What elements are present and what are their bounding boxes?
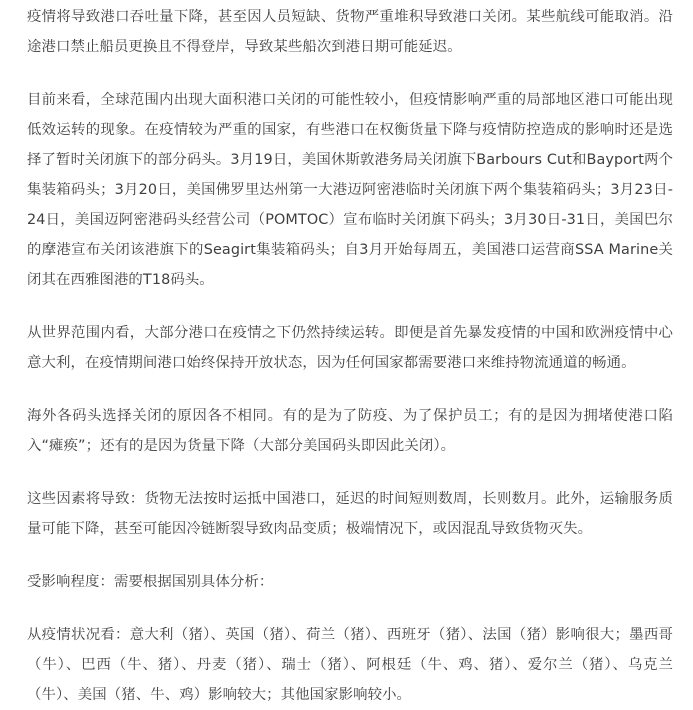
paragraph-country-impact: 从疫情状况看：意大利（猪）、英国（猪）、荷兰（猪）、西班牙（猪）、法国（猪）影响很大；墨西哥（牛）、巴西（牛、猪）、丹麦（猪）、瑞士（猪）、阿根廷（牛、鸡、猪）、爱尔兰（猪）、乌克兰（牛）、美国（猪、牛、鸡）影响较大；其他国家影响较小。 (27, 627, 673, 703)
article-body (27, 2, 673, 710)
paragraph-global-operation: 从世界范围内看，大部分港口在疫情之下仍然持续运转。即便是首先暴发疫情的中国和欧洲疫情中心意大利，在疫情期间港口始终保持开放状态，因为任何国家都需要港口来维持物流通道的畅通。 (27, 325, 673, 371)
paragraph-consequences: 这些因素将导致：货物无法按时运抵中国港口，延迟的时间短则数周，长则数月。此外，运输服务质量可能下降，甚至可能因冷链断裂导致肉品变质；极端情况下，或因混乱导致货物灭失。 (27, 491, 673, 537)
paragraph-port-closures: 目前来看，全球范围内出现大面积港口关闭的可能性较小，但疫情影响严重的局部地区港口可能出现低效运转的现象。在疫情较为严重的国家，有些港口在权衡货量下降与疫情防控造成的影响时还是选择了暂时关闭旗下的部分码头。3月19日，美国休斯敦港务局关闭旗下Barbours Cut和Bayport两个集装箱码头；3月20日，美国佛罗里达州第一大港迈阿密港临时关闭旗下两个集装箱码头；3月23日-24日，美国迈阿密港码头经营公司（POMTOC）宣布临时关闭旗下码头；3月30日-31日，美国巴尔的摩港宣布关闭该港旗下的Seagirt集装箱码头；自3月开始每周五，美国港口运营商SSA Marine关闭其在西雅图港的T18码头。 (27, 92, 673, 288)
paragraph-closure-reasons: 海外各码头选择关闭的原因各不相同。有的是为了防疫、为了保护员工；有的是因为拥堵使港口陷入“瘫痪”；还有的是因为货量下降（大部分美国码头即因此关闭）。 (27, 408, 673, 454)
paragraph-port-throughput: 疫情将导致港口吞吐量下降，甚至因人员短缺、货物严重堆积导致港口关闭。某些航线可能取消。沿途港口禁止船员更换且不得登岸，导致某些船次到港日期可能延迟。 (27, 9, 673, 55)
paragraph-impact-heading: 受影响程度：需要根据国别具体分析： (27, 574, 274, 590)
